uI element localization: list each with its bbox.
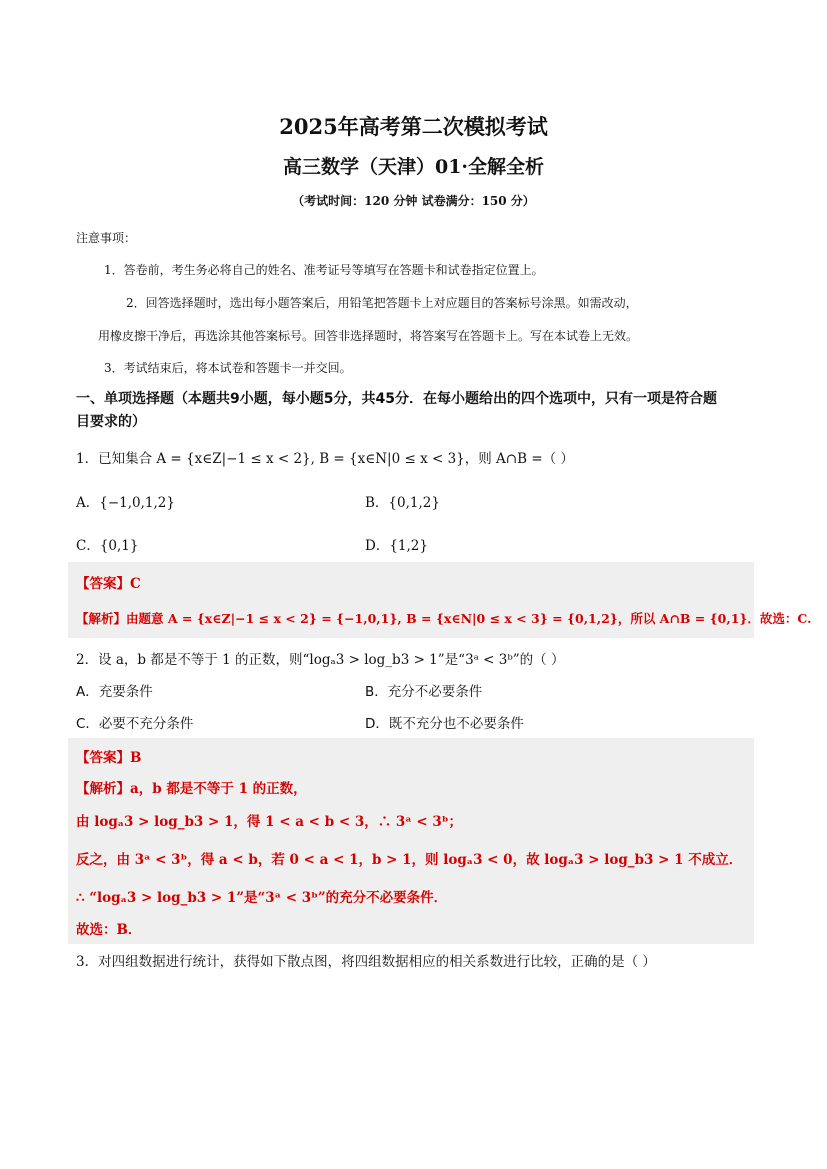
q2-option-b: B．充分不必要条件 xyxy=(365,684,483,700)
notice-item-2b: 用橡皮擦干净后，再选涂其他答案标号。回答非选择题时，将答案写在答题卡上。写在本试卷上无效。 xyxy=(98,329,639,343)
q1-option-d: D．{1,2} xyxy=(365,538,428,554)
notice-item-3: 3．考试结束后，将本试卷和答题卡一并交回。 xyxy=(104,361,352,375)
q2-option-a: A．充要条件 xyxy=(76,684,153,700)
q2-option-c: C．必要不充分条件 xyxy=(76,716,194,732)
q2-analysis-line2: 由 logₐ3 > log_b3 > 1，得 1 < a < b < 3，∴ 3ᵃ < 3ᵇ； xyxy=(76,814,462,830)
q2-analysis-line4: ∴ “logₐ3 > log_b3 > 1”是“3ᵃ < 3ᵇ”的充分不必要条件． xyxy=(76,890,448,906)
exam-info: （考试时间：120 分钟 试卷满分：150 分） xyxy=(292,194,535,208)
q2-answer: 【答案】B xyxy=(76,750,142,766)
section-heading-line2: 目要求的） xyxy=(76,414,146,430)
q3-stem: 3．对四组数据进行统计，获得如下散点图，将四组数据相应的相关系数进行比较，正确的是（ ） xyxy=(76,954,656,970)
q2-analysis-line3: 反之，由 3ᵃ < 3ᵇ，得 a < b，若 0 < a < 1，b > 1，则 logₐ3 < 0，故 logₐ3 > log_b3 > 1 不成立． xyxy=(76,852,743,868)
q1-option-a: A．{−1,0,1,2} xyxy=(76,495,175,511)
exam-subtitle: 高三数学（天津）01·全解全析 xyxy=(282,156,545,178)
q2-option-d: D．既不充分也不必要条件 xyxy=(365,716,524,732)
notice-item-1: 1．答卷前，考生务必将自己的姓名、准考证号等填写在答题卡和试卷指定位置上。 xyxy=(104,263,544,277)
q1-analysis: 【解析】由题意 A = {x∈Z|−1 ≤ x < 2} = {−1,0,1}, B = {x∈N|0 ≤ x < 3} = {0,1,2}，所以 A∩B = {0,1}．故选：C. xyxy=(76,611,812,626)
notice-heading: 注意事项： xyxy=(76,231,137,245)
notice-item-2a: 2．回答选择题时，选出每小题答案后，用铅笔把答题卡上对应题目的答案标号涂黑。如需改动， xyxy=(126,296,638,310)
q1-answer: 【答案】C xyxy=(76,576,141,592)
section-heading-line1: 一、单项选择题（本题共9小题，每小题5分，共45分．在每小题给出的四个选项中，只有一项是符合题 xyxy=(76,391,717,407)
exam-title: 2025年高考第二次模拟考试 xyxy=(279,114,548,139)
q2-analysis-line1: 【解析】a，b 都是不等于 1 的正数， xyxy=(76,781,307,797)
q2-answer-block xyxy=(68,738,754,944)
q1-option-c: C．{0,1} xyxy=(76,538,139,554)
q2-analysis-line5: 故选：B． xyxy=(76,922,142,938)
q1-stem: 1．已知集合 A = {x∈Z|−1 ≤ x < 2}, B = {x∈N|0 ≤ x < 3}，则 A∩B =（ ） xyxy=(76,451,574,467)
q1-option-b: B．{0,1,2} xyxy=(365,495,440,511)
q2-stem: 2．设 a，b 都是不等于 1 的正数，则“logₐ3 > log_b3 > 1”是“3ᵃ < 3ᵇ”的（ ） xyxy=(76,652,565,668)
